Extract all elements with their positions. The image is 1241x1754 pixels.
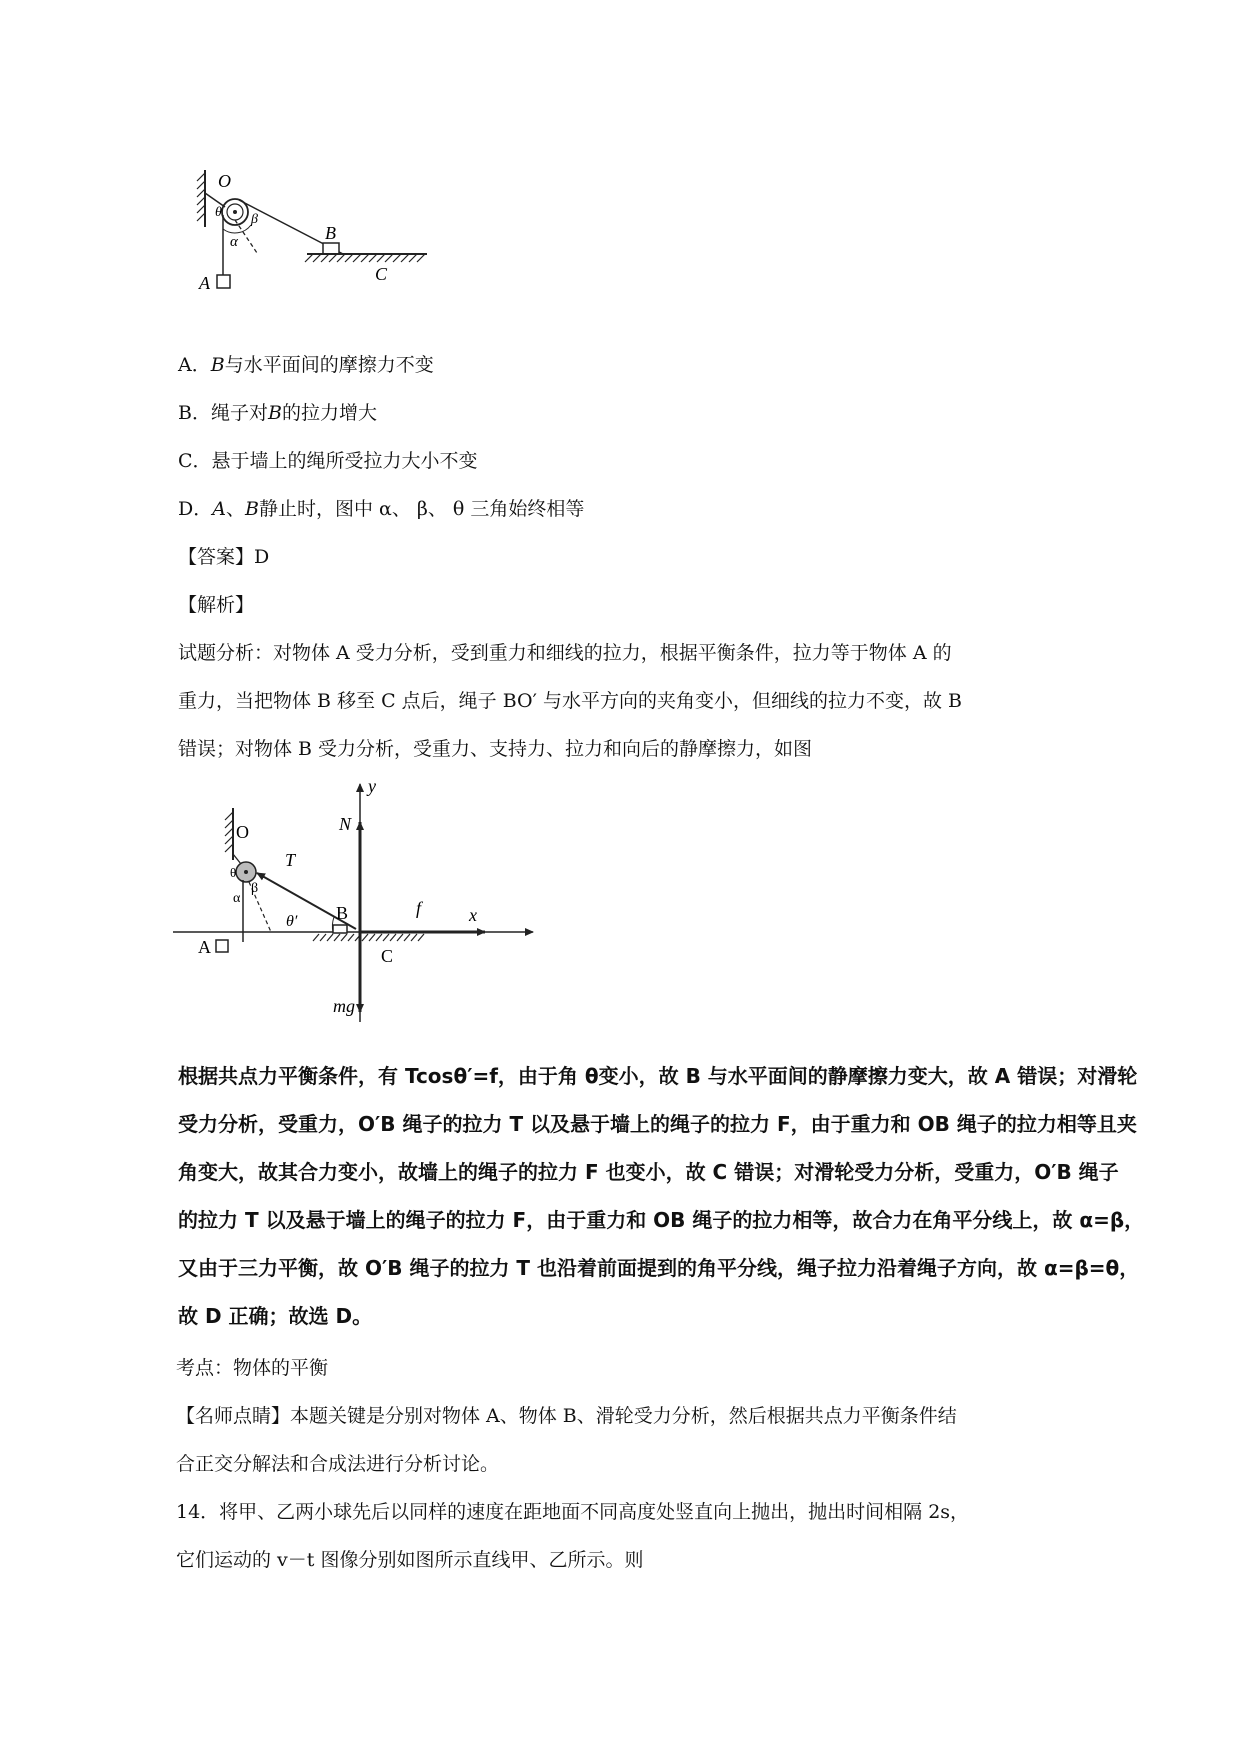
option-a: A．B与水平面间的摩擦力不变 [178,354,434,376]
analysis-heading: 【解析】 [178,594,255,616]
analysis-line-2: 重力，当把物体 B 移至 C 点后，绳子 BO′ 与水平方向的夹角变小，但细线的拉力不变，故 B [178,690,962,712]
option-d: D．A、B静止时，图中 α、 β、 θ 三角始终相等 [178,498,585,520]
label-T: T [285,850,296,870]
bold-line-5: 又由于三力平衡，故 O′B 绳子的拉力 T 也沿着前面提到的角平分线，绳子拉力沿着绳子方向，故 α=β=θ， [178,1256,1140,1280]
bold-line-2: 受力分析，受重力，O′B 绳子的拉力 T 以及悬于墙上的绳子的拉力 F，由于重力和 OB 绳子的拉力相等且夹 [178,1112,1137,1136]
label-theta: θ [215,205,222,220]
label-y: y [368,776,376,796]
option-c: C．悬于墙上的绳所受拉力大小不变 [178,450,478,472]
label-alpha2: α [233,891,241,906]
option-b: B．绳子对B的拉力增大 [178,402,377,424]
bold-line-3: 角变大，故其合力变小，故墙上的绳子的拉力 F 也变小，故 C 错误；对滑轮受力分析，受重力，O′B 绳子 [178,1160,1119,1184]
q14-line-1: 14．将甲、乙两小球先后以同样的速度在距地面不同高度处竖直向上抛出，抛出时间相隔 2s， [176,1501,970,1523]
label-beta: β [251,212,258,227]
label-O: O [218,171,231,191]
kaodian: 考点：物体的平衡 [176,1357,329,1379]
bold-line-6: 故 D 正确；故选 D。 [178,1304,373,1328]
analysis-line-3: 错误；对物体 B 受力分析，受重力、支持力、拉力和向后的静摩擦力，如图 [178,738,813,760]
label-x: x [469,905,477,925]
mingshi-line-1: 【名师点睛】本题关键是分别对物体 A、物体 B、滑轮受力分析，然后根据共点力平衡条件结 [176,1405,957,1427]
q14-line-2: 它们运动的 v－t 图像分别如图所示直线甲、乙所示。则 [176,1549,644,1571]
analysis-line-1: 试题分析：对物体 A 受力分析，受到重力和细线的拉力，根据平衡条件，拉力等于物体 A 的 [178,642,952,664]
bold-line-1: 根据共点力平衡条件，有 Tcosθ′=f，由于角 θ变小，故 B 与水平面间的静摩擦力变大，故 A 错误；对滑轮 [178,1064,1138,1088]
label-B: B [325,223,336,243]
label-A2: A [198,937,211,957]
label-theta2: θ [230,865,237,880]
mingshi-line-2: 合正交分解法和合成法进行分析讨论。 [176,1453,500,1475]
bold-line-4: 的拉力 T 以及悬于墙上的绳子的拉力 F，由于重力和 OB 绳子的拉力相等，故合力在角平分线上，故 α=β， [178,1208,1145,1232]
label-N: N [339,814,352,834]
label-C2: C [381,946,394,966]
label-theta-prime: θ′ [286,913,298,930]
label-beta2: β [251,881,259,896]
label-C: C [375,264,388,284]
label-alpha: α [230,234,238,250]
pulley-diagram [195,165,485,325]
label-A: A [199,273,210,293]
label-B2: B [336,903,349,923]
label-O2: O [236,822,249,842]
answer-line: 【答案】D [178,546,270,568]
label-f: f [416,898,422,918]
force-diagram [173,772,543,1032]
label-mg: mg [333,996,355,1016]
